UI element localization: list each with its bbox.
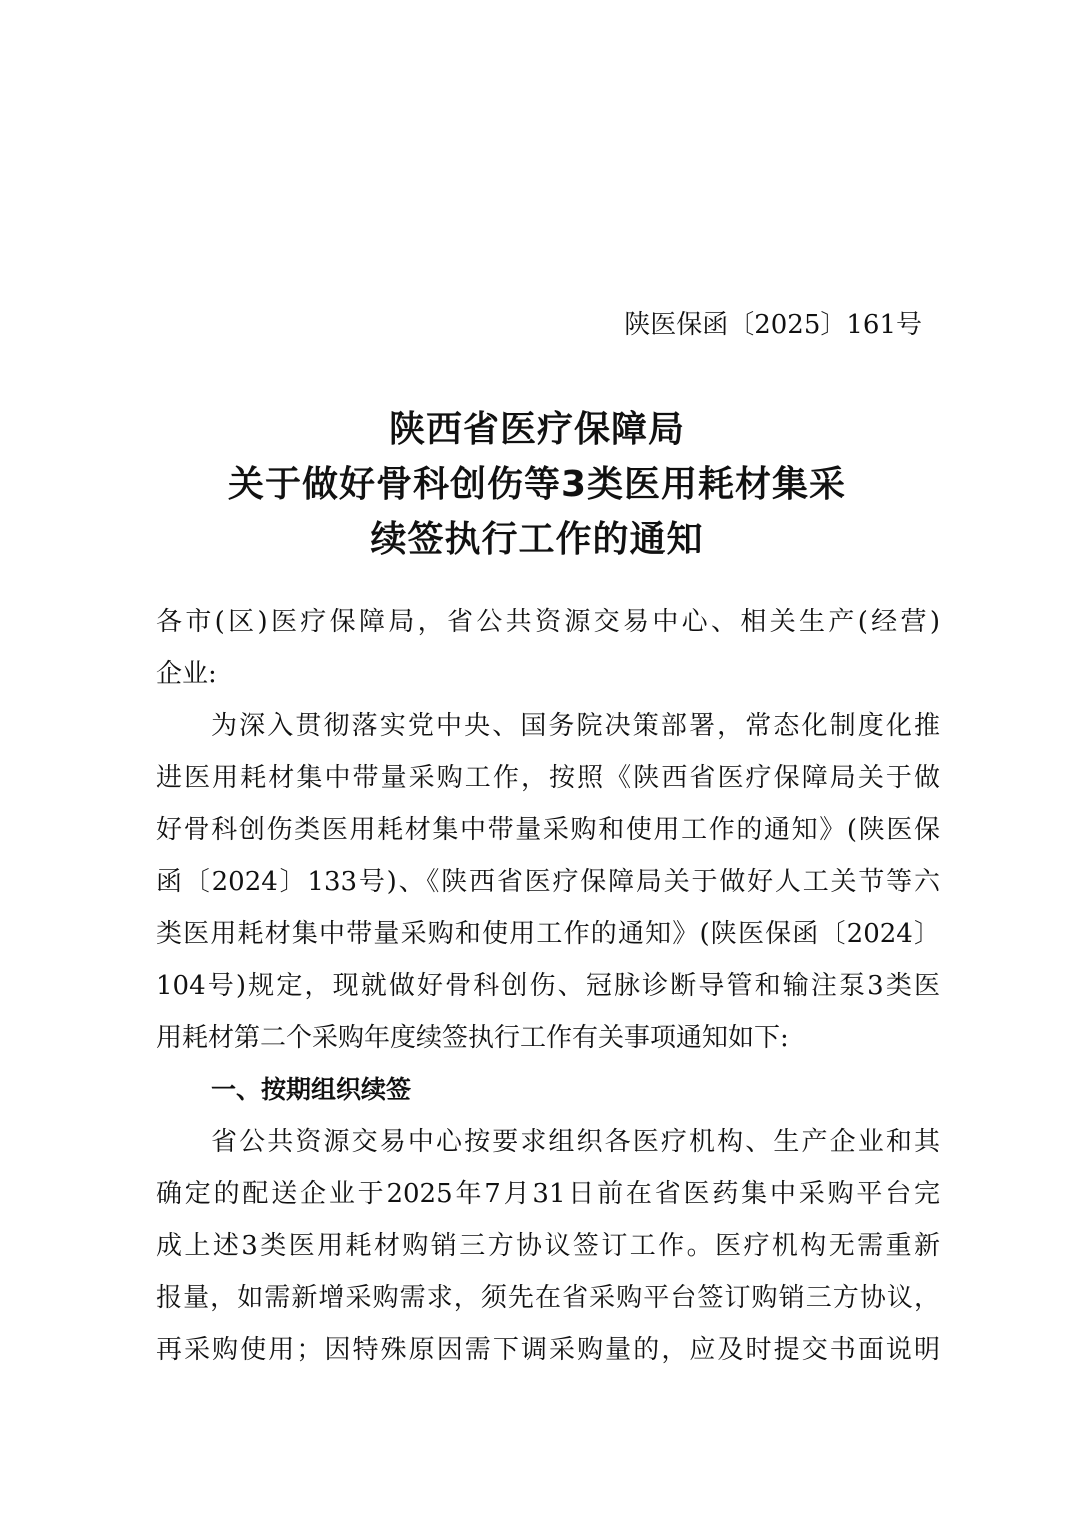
paragraph-line: 用耗材第二个采购年度续签执行工作有关事项通知如下:	[156, 1023, 789, 1053]
paragraph-line: 确定的配送企业于2025年7月31日前在省医药集中采购平台完	[156, 1179, 940, 1209]
paragraph-line: 报量，如需新增采购需求，须先在省采购平台签订购销三方协议，	[156, 1283, 940, 1313]
paragraph-line: 类医用耗材集中带量采购和使用工作的通知》(陕医保函〔2024〕	[156, 919, 940, 949]
salutation	[156, 596, 940, 700]
paragraph-line: 函〔2024〕133号)、《陕西省医疗保障局关于做好人工关节等六	[156, 867, 940, 897]
paragraph-line: 成上述3类医用耗材购销三方协议签订工作。医疗机构无需重新	[156, 1231, 940, 1261]
section-heading: 一、按期组织续签	[211, 1075, 412, 1104]
salutation-line: 企业:	[156, 659, 217, 689]
document-title	[0, 402, 1074, 567]
paragraph-line: 进医用耗材集中带量采购工作，按照《陕西省医疗保障局关于做	[156, 763, 940, 793]
document-body	[156, 596, 940, 1376]
title-line: 陕西省医疗保障局	[388, 409, 685, 450]
document-number: 陕医保函〔2025〕161号	[624, 310, 922, 340]
title-line: 关于做好骨科创伤等3类医用耗材集采	[227, 464, 847, 505]
paragraph-line: 为深入贯彻落实党中央、国务院决策部署，常态化制度化推	[211, 711, 940, 741]
paragraph-section-1	[156, 1116, 940, 1376]
salutation-line: 各市(区)医疗保障局，省公共资源交易中心、相关生产(经营)	[156, 607, 940, 637]
paragraph-intro	[156, 700, 940, 1064]
paragraph-line: 再采购使用；因特殊原因需下调采购量的，应及时提交书面说明	[156, 1335, 940, 1365]
paragraph-line: 省公共资源交易中心按要求组织各医疗机构、生产企业和其	[211, 1127, 940, 1157]
title-line: 续签执行工作的通知	[370, 519, 704, 560]
paragraph-line: 104号)规定，现就做好骨科创伤、冠脉诊断导管和输注泵3类医	[156, 971, 940, 1001]
paragraph-line: 好骨科创伤类医用耗材集中带量采购和使用工作的通知》(陕医保	[156, 815, 940, 845]
